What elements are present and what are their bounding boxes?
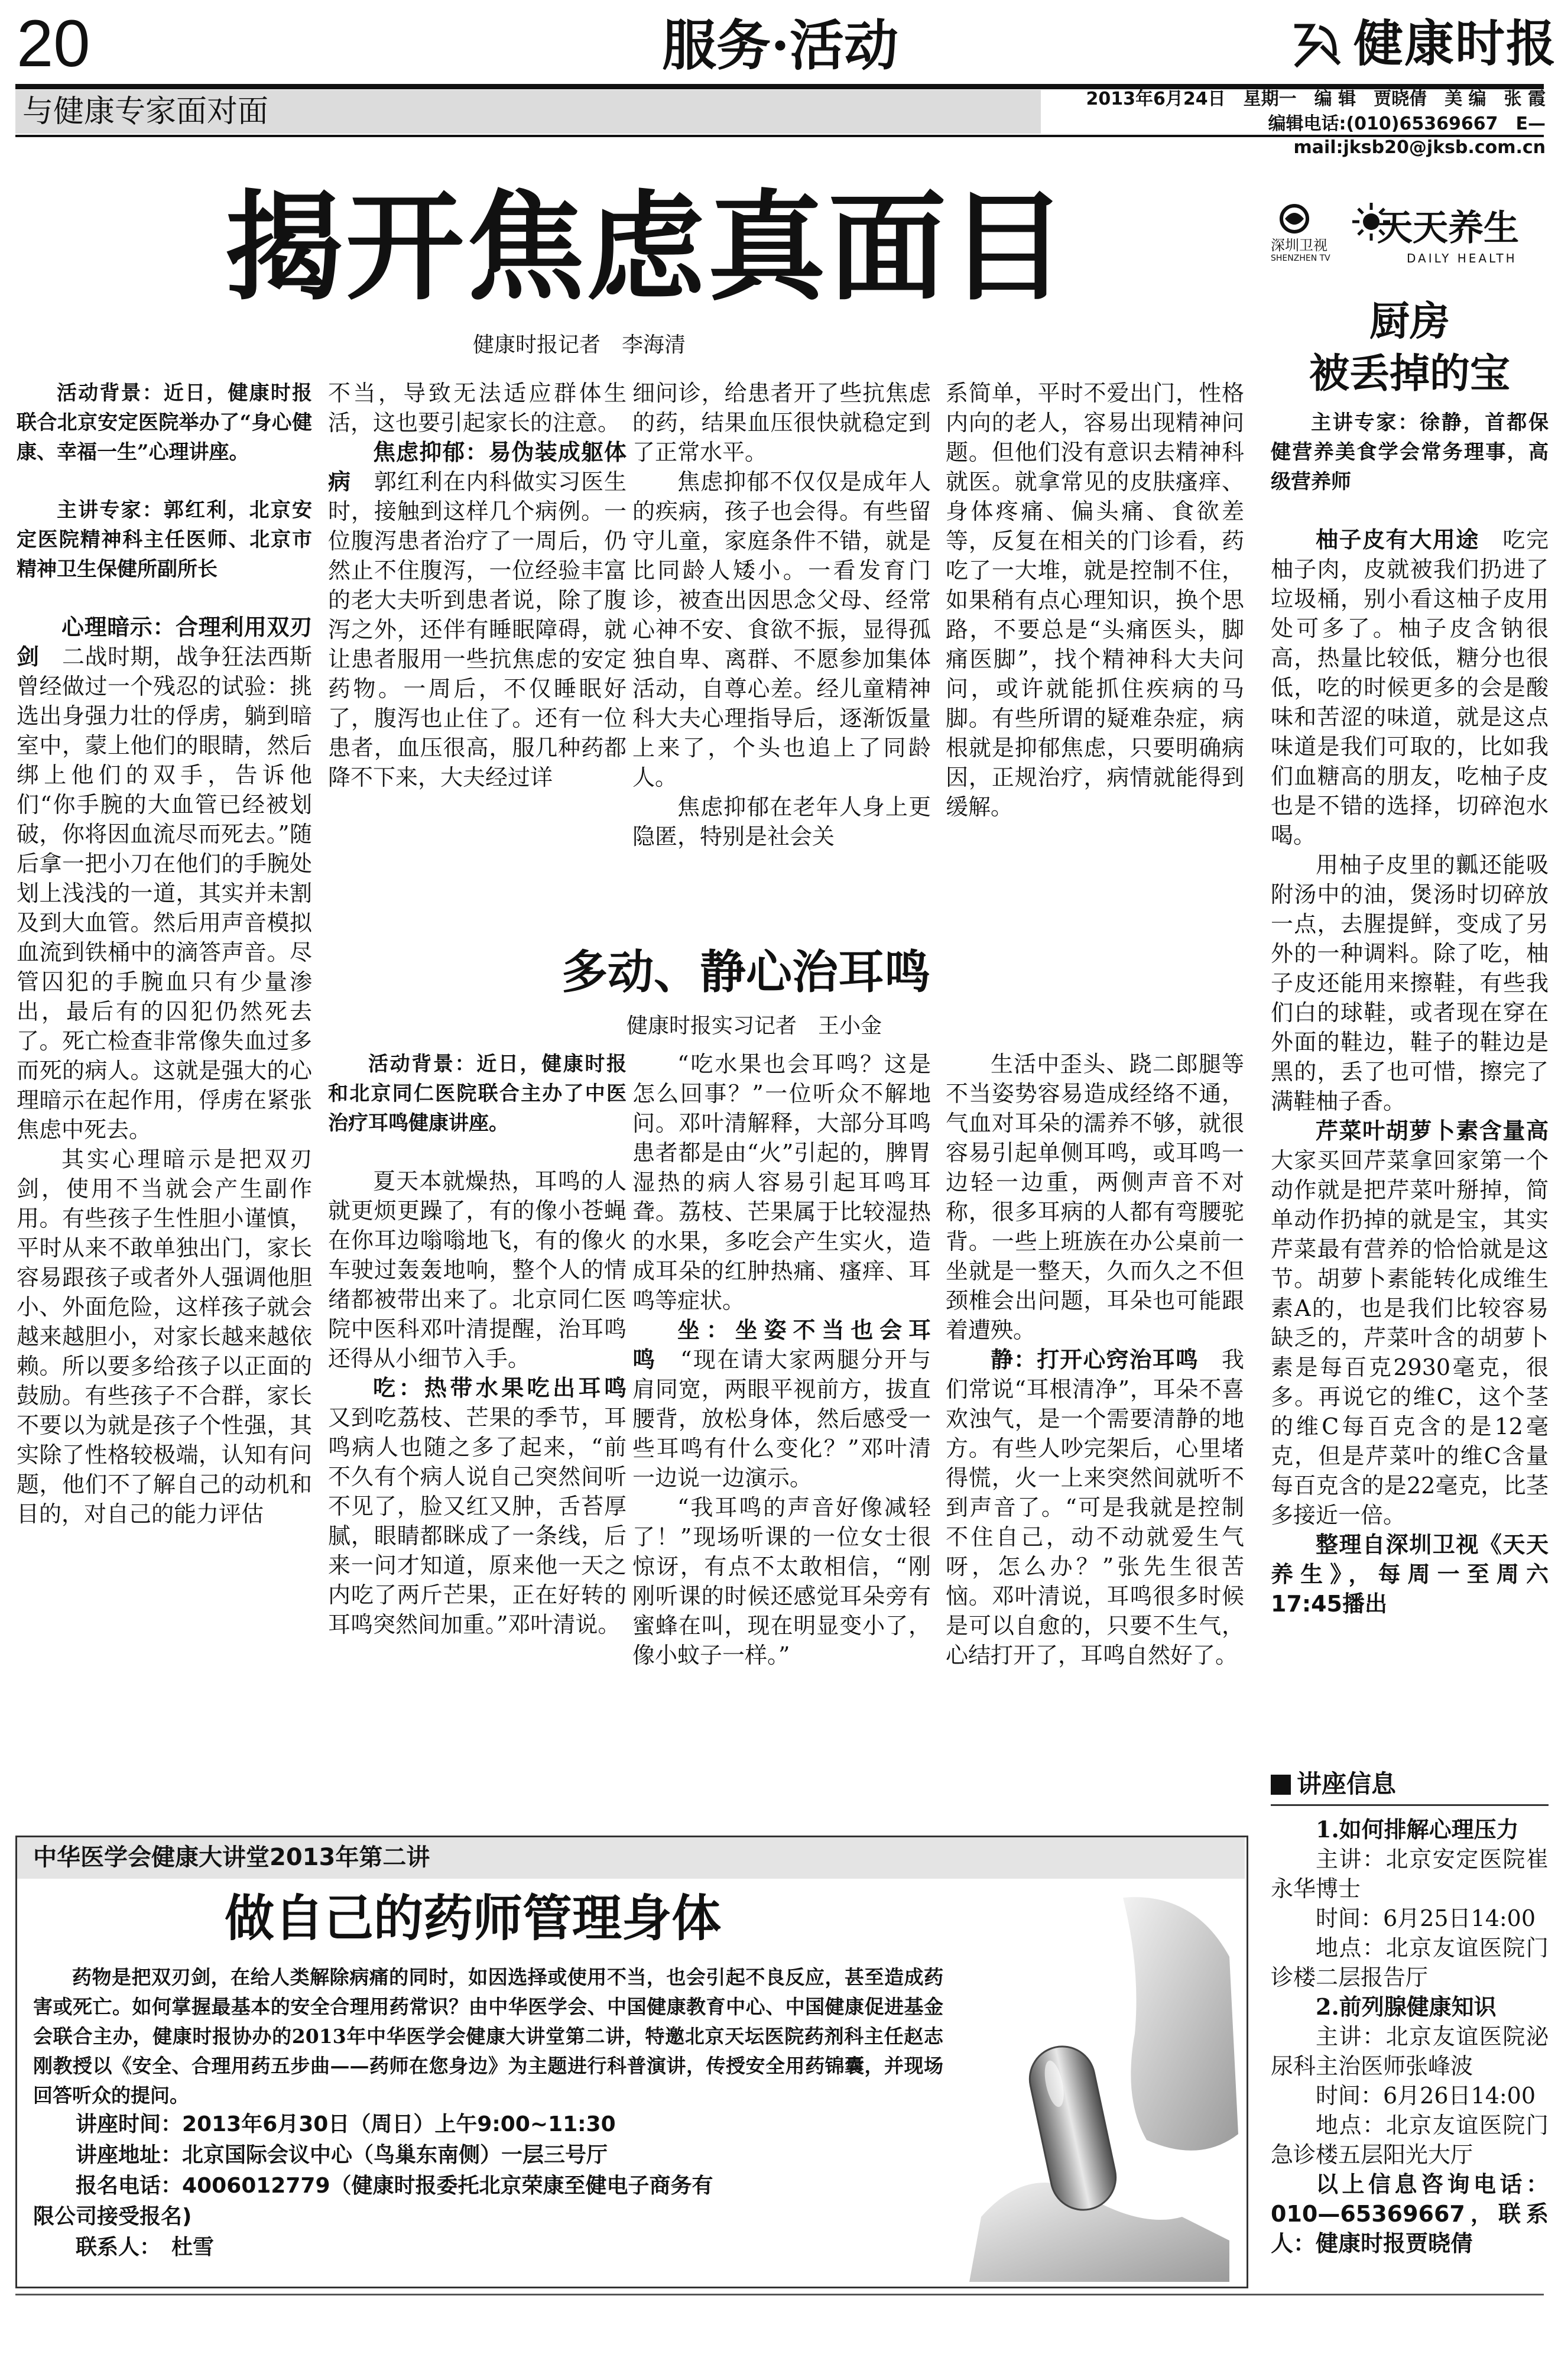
subsection-heading: 柚子皮有大用途 xyxy=(1316,526,1479,553)
expert-text: 郭红利，北京安定医院精神科主任医师、北京市精神卫生保健所副所长 xyxy=(17,498,313,581)
newspaper-logo-icon xyxy=(1288,20,1343,69)
subsection-paragraph xyxy=(328,437,627,792)
paragraph-text: 二战时期，战争狂法西斯曾经做过一个残忍的试验：挑选出身强力壮的俘虏，躺到暗室中，蒙上他们的眼睛，然后绑上他们的双手，告诉他们“你手腕的大血管已经被划破，你将因血流尽而死去。”随后拿一把小刀在他们的手腕处划上浅浅的一道，其实并未割及到大血管。然后用声音模拟血流到铁桶中的滴答声音。尽管囚犯的手腕血只有少量渗出，最后有的囚犯仍然死去了。死亡检查非常像失血过多而死的病人。这就是强大的心理暗示在起作用，俘虏在紧张焦虑中死去。 xyxy=(17,644,312,1143)
sidebar-title-line-1: 厨房 xyxy=(1369,298,1450,345)
lecture-1-time: 时间：6月25日14:00 xyxy=(1316,1905,1536,1931)
paragraph: 焦虑抑郁在老年人身上更隐匿，特别是社会关 xyxy=(632,794,931,849)
article1-column-3 xyxy=(632,378,931,851)
event-phone-continued: 限公司接受报名) xyxy=(33,2204,192,2229)
hand-holding-pill-image xyxy=(946,1886,1241,2282)
event-time-value: 2013年6月30日（周日）上午9:00~11:30 xyxy=(182,2112,616,2136)
lecture-2-place: 地点：北京友谊医院门急诊楼五层阳光大厅 xyxy=(1271,2112,1549,2168)
main-headline: 揭开焦虑真面目 xyxy=(225,179,1069,317)
sidebar-title xyxy=(1271,296,1549,400)
main-byline: 健康时报记者 李海清 xyxy=(473,333,686,357)
event-phone-label: 报名电话： xyxy=(76,2174,183,2198)
paragraph-text: “现在请大家两腿分开与肩同宽，两眼平视前方，拔直腰背，放松身体，然后感受一些耳鸣有什么变化？”邓叶清一边说一边演示。 xyxy=(632,1347,931,1491)
page-subtitle: 与健康专家面对面 xyxy=(22,94,269,129)
lecture-info-header xyxy=(1271,1768,1549,1801)
lecture-2-speaker: 主讲：北京友谊医院泌尿科主治医师张峰波 xyxy=(1271,2024,1549,2079)
subsection-paragraph xyxy=(632,1315,931,1493)
paragraph: 系简单，平时不爱出门，性格内向的老人，容易出现精神问题。但他们没有意识去精神科就医。就拿常见的皮肤瘙痒、身体疼痛、偏头痛、食欲差等，反复在相关的门诊看，药吃了一大堆，就是控制不住，如果稍有点心理知识，换个思路，不要总是“头痛医头，脚痛医脚”，找个精神科大夫问问，或许就能抓住疾病的马脚。有些所谓的疑难杂症，病根就是抑郁焦虑，只要明确病因，正规治疗，病情就能得到缓解。 xyxy=(946,380,1244,820)
event-box-title: 做自己的药师管理身体 xyxy=(225,1889,722,1947)
sidebar-title-line-2: 被丢掉的宝 xyxy=(1309,350,1510,397)
subsection-heading: 静：打开心窍治耳鸣 xyxy=(991,1346,1199,1373)
event-contact-value: 杜雪 xyxy=(171,2235,215,2259)
paragraph: 焦虑抑郁不仅仅是成年人的疾病，孩子也会得。有些留守儿童，家庭条件不错，就是比同龄人矮小。一看发育门诊，被查出因思念父母、经常心神不安、食欲不振，显得孤独自卑、离群、不愿参加集体活动，自尊心差。经儿童精神科大夫心理指导后，逐渐饭量上来了，个头也追上了同龄人。 xyxy=(632,469,931,790)
subsection-paragraph xyxy=(946,1345,1244,1670)
paragraph: 不当，导致无法适应群体生活，这也要引起家长的注意。 xyxy=(328,380,627,436)
expert-info xyxy=(1271,408,1549,497)
sidebar-article xyxy=(1271,408,1549,1619)
newspaper-logo: 健康时报 xyxy=(1353,14,1557,73)
footer-rule xyxy=(15,2294,1544,2295)
paragraph: 细问诊，给患者开了些抗焦虑的药，结果血压很快就稳定到了正常水平。 xyxy=(632,380,931,465)
event-address-label: 讲座地址： xyxy=(76,2143,183,2167)
lecture-1-speaker: 主讲：北京安定医院崔永华博士 xyxy=(1271,1846,1549,1902)
lecture-2-title: 2.前列腺健康知识 xyxy=(1316,1993,1497,2020)
activity-background xyxy=(17,378,312,467)
event-address-value: 北京国际会议中心（鸟巢东南侧）一层三号厅 xyxy=(182,2143,608,2167)
tv-logo-1-en: SHENZHEN TV xyxy=(1271,254,1330,263)
expert-info xyxy=(17,495,312,584)
article2-byline: 健康时报实习记者 王小金 xyxy=(627,1014,882,1038)
event-phone-value: 4006012779（健康时报委托北京荣康至健电子商务有 xyxy=(182,2174,713,2198)
lecture-info-header-text: 讲座信息 xyxy=(1297,1769,1397,1798)
activity-background-label: 活动背景： xyxy=(57,381,164,405)
article1-column-2 xyxy=(328,378,627,792)
tv-logo-2-en: DAILY HEALTH xyxy=(1407,251,1517,265)
subsection-heading: 坐：坐姿不当也会耳鸣 xyxy=(632,1317,931,1373)
article2-column-1 xyxy=(328,1049,627,1639)
subsection-heading: 芹菜叶胡萝卜素含量高 xyxy=(1316,1117,1549,1144)
section-title: 服务·活动 xyxy=(661,14,899,77)
paragraph: “吃水果也会耳鸣？这是怎么回事？”一位听众不解地问。邓叶清解释，大部分耳鸣患者都是由“火”引起的，脾胃湿热的病人容易引起耳鸣耳聋。荔枝、芒果属于比较湿热的水果，多吃会产生实火，造成耳朵的红肿热痛、瘙痒、耳鸣等症状。 xyxy=(632,1051,931,1314)
subsection-paragraph xyxy=(328,1373,627,1639)
subsection-paragraph xyxy=(17,612,312,1144)
subsection-heading: 心理暗示：合理利用双刃剑 xyxy=(17,614,312,670)
paragraph-text: 我们常说“耳根清净”，耳朵不喜欢浊气，是一个需要清静的地方。有些人吵完架后，心里堵得慌，火一上来突然间就听不到声音了。“可是我就是控制不住自己，动不动就爱生气呀，怎么办？”张先生很苦恼。邓叶清说，耳鸣很多时候是可以自愈的，只要不生气，心结打开了，耳鸣自然好了。 xyxy=(946,1347,1244,1668)
paragraph: 其实心理暗示是把双刃剑，使用不当就会产生副作用。有些孩子生性胆小谨慎，平时从来不敢单独出门，家长容易跟孩子或者外人强调他胆小、外面危险，这样孩子就会越来越胆小，对家长越来越依赖。所以要多给孩子以正面的鼓励。有些孩子不合群，家长不要以为就是孩子个性强，其实除了性格较极端，认知有问题，他们不了解自己的动机和目的，对自己的能力评估 xyxy=(17,1146,312,1527)
event-box-header: 中华医学会健康大讲堂2013年第二讲 xyxy=(33,1844,430,1871)
article1-column-4 xyxy=(946,378,1244,822)
event-contact xyxy=(33,2232,943,2263)
lecture-divider xyxy=(1271,1804,1549,1806)
event-address xyxy=(33,2140,943,2171)
tv-logo-1-label: 深圳卫视 xyxy=(1271,237,1327,254)
paragraph-text: 郭红利在内科做实习医生时，接触到这样几个病例。一位腹泻患者治疗了一周后，仍然止不住腹泻，一位经验丰富的老大夫听到患者说，除了腹泻之外，还伴有睡眠障碍，就让患者服用一些抗焦虑的安定药物。一周后，不仅睡眠好了，腹泻也止住了。还有一位患者，血压很高，服几种药都降不下来，大夫经过详 xyxy=(328,469,627,790)
paragraph-text: 吃完柚子肉，皮就被我们扔进了垃圾桶，别小看这柚子皮用处可多了。柚子皮含钠很高，热量比较低，糖分也很低，吃的时候更多的会是酸味和苦涩的味道，就是这点味道是我们可取的，比如我们血糖高的朋友，吃柚子皮也是不错的选择，切碎泡水喝。 xyxy=(1271,527,1549,848)
expert-label: 主讲专家： xyxy=(1311,411,1420,435)
paragraph-text: 大家买回芹菜拿回家第一个动作就是把芹菜叶掰掉，简单动作扔掉的就是宝，其实芹菜最有营养的恰恰就是这节。胡萝卜素能转化成维生素A的，也是我们比较容易缺乏的，芹菜叶含的胡萝卜素是每百克2930毫克，很多。再说它的维C，这个茎的维C每百克含的是12毫克，但是芹菜叶的维C含量每百克含的是22毫克，比茎多接近一倍。 xyxy=(1271,1147,1549,1528)
lecture-contact: 以上信息咨询电话：010—65369667，联系人：健康时报贾晓倩 xyxy=(1271,2171,1549,2256)
activity-background xyxy=(328,1049,627,1138)
subsection-heading: 吃：热带水果吃出耳鸣 xyxy=(373,1374,627,1401)
date-editor-line: 2013年6月24日 星期一 编 辑 贾晓倩 美 编 张 霞 xyxy=(1086,89,1546,109)
expert-label: 主讲专家： xyxy=(57,498,164,522)
paragraph: 用柚子皮里的瓤还能吸附汤中的油，煲汤时切碎放一点，去腥提鲜，变成了另外的一种调料。除了吃，柚子皮还能用来擦鞋，有些我们白的球鞋，或者现在穿在外面的鞋边，鞋子的鞋边是黑的，丢了也可惜，擦完了满鞋柚子香。 xyxy=(1271,852,1549,1114)
event-phone xyxy=(33,2171,943,2201)
lecture-1-title: 1.如何排解心理压力 xyxy=(1316,1816,1519,1843)
paragraph: 生活中歪头、跷二郎腿等不当姿势容易造成经络不通，气血对耳朵的濡养不够，就很容易引起单侧耳鸣，或耳鸣一边轻一边重，两侧声音不对称，很多耳病的人都有弯腰驼背。一些上班族在办公桌前一坐就是一整天，久而久之不但颈椎会出问题，耳朵也可能跟着遭殃。 xyxy=(946,1051,1244,1343)
subsection-paragraph xyxy=(1271,525,1549,850)
lecture-2-time: 时间：6月26日14:00 xyxy=(1316,2083,1536,2109)
article2-column-3 xyxy=(946,1049,1244,1670)
lecture-list xyxy=(1271,1815,1549,2258)
article1-column-1 xyxy=(17,378,312,1529)
activity-background-text: 近日，健康时报联合北京安定医院举办了“身心健康、幸福一生”心理讲座。 xyxy=(17,381,313,464)
event-time-label: 讲座时间： xyxy=(76,2112,183,2136)
page-number: 20 xyxy=(17,7,90,80)
event-box-intro: 药物是把双刃剑，在给人类解除病痛的同时，如因选择或使用不当，也会引起不良反应，甚至造成药害或死亡。如何掌握最基本的安全合理用药常识？由中华医学会、中国健康教育中心、中国健康促进基金会联合主办，健康时报协办的2013年中华医学会健康大讲堂第二讲，特邀北京天坛医院药剂科主任赵志刚教授以《安全、合理用药五步曲——药师在您身边》为主题进行科普演讲，传授安全用药锦囊，并现场回答听众的提问。 xyxy=(33,1966,943,2107)
header-rule-lower xyxy=(15,135,1544,137)
paragraph-text: 又到吃荔枝、芒果的季节，耳鸣病人也随之多了起来，“前不久有个病人说自己突然间听不见了，脸又红又肿，舌苔厚腻，眼睛都眯成了一条线，后来一问才知道，原来他一天之内吃了两斤芒果，正在好转的耳鸣突然间加重。”邓叶清说。 xyxy=(328,1405,627,1638)
subsection-heading: 焦虑抑郁：易伪装成躯体病 xyxy=(328,439,627,495)
activity-background-text: 近日，健康时报和北京同仁医院联合主办了中医治疗耳鸣健康讲座。 xyxy=(328,1052,627,1135)
lecture-1-place: 地点：北京友谊医院门诊楼二层报告厅 xyxy=(1271,1935,1549,1990)
article2-column-2 xyxy=(632,1049,931,1670)
source-note: 整理自深圳卫视《天天养生》，每周一至周六17:45播出 xyxy=(1271,1532,1549,1617)
paragraph: 夏天本就燥热，耳鸣的人就更烦更躁了，有的像小苍蝇在你耳边嗡嗡地飞，有的像火车驶过轰轰地响，整个人的情绪都被带出来了。北京同仁医院中医科邓叶清提醒，治耳鸣还得从小细节入手。 xyxy=(328,1168,627,1371)
tv-logo-2-label: 天天养生 xyxy=(1377,207,1519,249)
paragraph: “我耳鸣的声音好像减轻了！”现场听课的一位女士很惊讶，有点不太敢相信，“刚刚听课的时候还感觉耳朵旁有蜜蜂在叫，现在明显变小了，像小蚊子一样。” xyxy=(632,1494,931,1668)
subsection-paragraph xyxy=(1271,1116,1549,1530)
contact-line: 编辑电话:(010)65369667 E—mail:jksb20@jksb.com.cn xyxy=(1268,114,1546,158)
expert-text: 徐静，首都保健营养美食学会常务理事，高级营养师 xyxy=(1271,411,1549,494)
article2-headline: 多动、静心治耳鸣 xyxy=(561,946,931,999)
event-contact-label: 联系人： xyxy=(76,2235,151,2259)
square-bullet-icon xyxy=(1271,1775,1291,1795)
event-time xyxy=(33,2109,943,2140)
activity-background-label: 活动背景： xyxy=(368,1052,477,1076)
